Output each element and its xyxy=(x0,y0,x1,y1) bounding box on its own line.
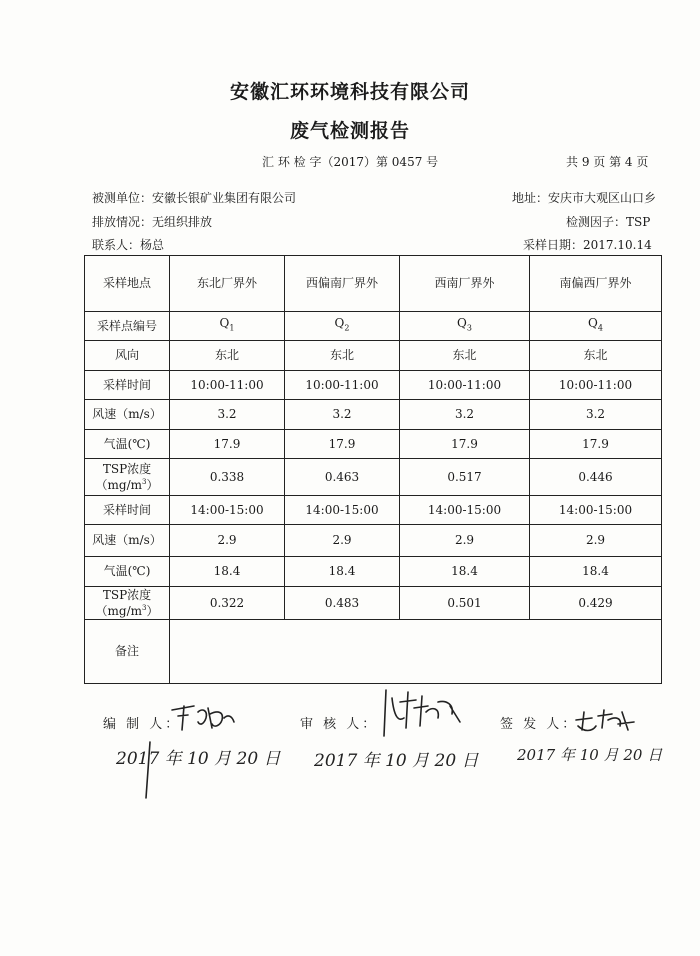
report-title: 废气检测报告 xyxy=(289,120,410,142)
location-cell: 西南厂界外 xyxy=(400,256,530,312)
tsp-cell: 0.463 xyxy=(285,459,400,496)
tsp-row xyxy=(85,587,662,620)
wind-direction-cell: 东北 xyxy=(170,341,285,371)
sampling-date xyxy=(523,236,652,253)
wind-speed-cell: 2.9 xyxy=(170,525,285,557)
results-table xyxy=(84,255,662,684)
temperature-cell: 18.4 xyxy=(400,557,530,587)
sampling-time-label: 采样时间 xyxy=(85,496,170,525)
tested-unit-value: 安徽长银矿业集团有限公司 xyxy=(152,191,297,205)
tsp-cell: 0.446 xyxy=(530,459,662,496)
sampling-time-label: 采样时间 xyxy=(85,371,170,400)
temperature-cell: 18.4 xyxy=(285,557,400,587)
wind-speed-row xyxy=(85,525,662,557)
wind-direction-cell: 东北 xyxy=(530,341,662,371)
temperature-label: 气温(℃) xyxy=(85,430,170,459)
code-number: 4 xyxy=(597,323,603,333)
wind-speed-cell: 2.9 xyxy=(400,525,530,557)
wind-speed-cell: 2.9 xyxy=(530,525,662,557)
reviewer-signature xyxy=(380,688,470,738)
code-prefix: Q xyxy=(334,316,345,331)
code-number: 3 xyxy=(466,323,472,333)
address-label: 地址： xyxy=(512,191,549,205)
emission-status xyxy=(92,213,212,230)
emission-value: 无组织排放 xyxy=(152,215,213,229)
location-row xyxy=(85,256,662,312)
address xyxy=(512,189,656,206)
test-factor xyxy=(566,213,650,230)
compiler-date-text: 2017 年 10 月 20 日 xyxy=(116,749,281,769)
tsp-label-name: TSP浓度 xyxy=(102,461,152,476)
tsp-cell: 0.322 xyxy=(170,587,285,620)
sampling-time-cell: 14:00-15:00 xyxy=(400,496,530,525)
compiler-label: 编 制 人： xyxy=(103,717,182,732)
tsp-label-unit: $(mg/m^3)$ xyxy=(95,603,159,618)
contact-value: 杨总 xyxy=(140,238,165,252)
tsp-label-name: TSP浓度 xyxy=(102,587,152,602)
wind-speed-row xyxy=(85,400,662,430)
wind-speed-cell: 3.2 xyxy=(170,400,285,430)
contact xyxy=(92,236,164,253)
sampling-date-value: 2017.10.14 xyxy=(583,238,652,252)
tsp-cell: 0.517 xyxy=(400,459,530,496)
sampling-time-cell: 14:00-15:00 xyxy=(170,496,285,525)
remark-label: 备注 xyxy=(85,620,170,684)
location-cell: 西偏南厂界外 xyxy=(285,256,400,312)
wind-direction-cell: 东北 xyxy=(285,341,400,371)
reviewer-label: 审 核 人： xyxy=(300,717,379,732)
wind-direction-row xyxy=(85,341,662,371)
code-cell xyxy=(285,312,400,341)
tsp-cell: 0.501 xyxy=(400,587,530,620)
temperature-cell: 17.9 xyxy=(530,430,662,459)
temperature-cell: 18.4 xyxy=(170,557,285,587)
wind-speed-cell: 3.2 xyxy=(400,400,530,430)
location-cell: 东北厂界外 xyxy=(170,256,285,312)
code-label: 采样点编号 xyxy=(85,312,170,341)
tsp-cell: 0.483 xyxy=(285,587,400,620)
tsp-cell: 0.429 xyxy=(530,587,662,620)
tested-unit xyxy=(92,189,296,206)
temperature-cell: 17.9 xyxy=(285,430,400,459)
emission-label: 排放情况： xyxy=(92,215,153,229)
compiler-signature xyxy=(168,700,238,736)
tsp-cell: 0.338 xyxy=(170,459,285,496)
company-name: 安徽汇环环境科技有限公司 xyxy=(229,81,470,103)
issuer-label: 签 发 人： xyxy=(500,717,579,732)
tsp-row xyxy=(85,459,662,496)
reviewer-date xyxy=(312,738,479,782)
code-row xyxy=(85,312,662,341)
code-prefix: Q xyxy=(219,316,230,331)
issuer-signature xyxy=(572,706,636,736)
issuer-date-text: 2017 年 10 月 20 日 xyxy=(517,746,663,764)
address-value: 安庆市大观区山口乡 xyxy=(548,191,657,205)
code-number: 2 xyxy=(344,323,350,333)
compiler-date xyxy=(110,738,281,802)
wind-direction-cell: 东北 xyxy=(400,341,530,371)
temperature-cell: 17.9 xyxy=(170,430,285,459)
sampling-time-cell: 10:00-11:00 xyxy=(530,371,662,400)
remark-row xyxy=(85,620,662,684)
tested-unit-label: 被测单位： xyxy=(92,191,153,205)
code-cell xyxy=(170,312,285,341)
contact-label: 联系人： xyxy=(92,238,141,252)
sampling-time-cell: 10:00-11:00 xyxy=(400,371,530,400)
code-cell xyxy=(400,312,530,341)
page-count: 共 9 页 第 4 页 xyxy=(566,155,649,169)
code-cell xyxy=(530,312,662,341)
location-cell: 南偏西厂界外 xyxy=(530,256,662,312)
tsp-label-unit: $(mg/m^3)$ xyxy=(95,477,159,492)
document-number: 汇 环 检 字（2017）第 0457 号 xyxy=(262,155,439,169)
location-label: 采样地点 xyxy=(85,256,170,312)
sampling-date-label: 采样日期： xyxy=(523,238,584,252)
test-factor-value: TSP xyxy=(626,215,651,229)
issuer-date xyxy=(515,738,663,778)
temperature-row xyxy=(85,557,662,587)
temperature-row xyxy=(85,430,662,459)
test-factor-label: 检测因子： xyxy=(566,215,627,229)
temperature-cell: 18.4 xyxy=(530,557,662,587)
sampling-time-cell: 10:00-11:00 xyxy=(285,371,400,400)
wind-direction-label: 风向 xyxy=(85,341,170,371)
wind-speed-cell: 2.9 xyxy=(285,525,400,557)
wind-speed-cell: 3.2 xyxy=(530,400,662,430)
wind-speed-label: 风速（m/s） xyxy=(85,400,170,430)
code-prefix: Q xyxy=(457,316,467,331)
temperature-label: 气温(℃) xyxy=(85,557,170,587)
sampling-time-cell: 10:00-11:00 xyxy=(170,371,285,400)
wind-speed-cell: 3.2 xyxy=(285,400,400,430)
sampling-time-row xyxy=(85,496,662,525)
wind-speed-label: 风速（m/s） xyxy=(85,525,170,557)
sampling-time-row xyxy=(85,371,662,400)
sampling-time-cell: 14:00-15:00 xyxy=(285,496,400,525)
sampling-time-cell: 14:00-15:00 xyxy=(530,496,662,525)
code-prefix: Q xyxy=(588,316,598,331)
reviewer-date-text: 2017 年 10 月 20 日 xyxy=(314,751,479,771)
code-number: 1 xyxy=(229,323,235,333)
remark-content xyxy=(170,620,662,684)
temperature-cell: 17.9 xyxy=(400,430,530,459)
tsp-label xyxy=(85,587,170,620)
tsp-label xyxy=(85,459,170,496)
